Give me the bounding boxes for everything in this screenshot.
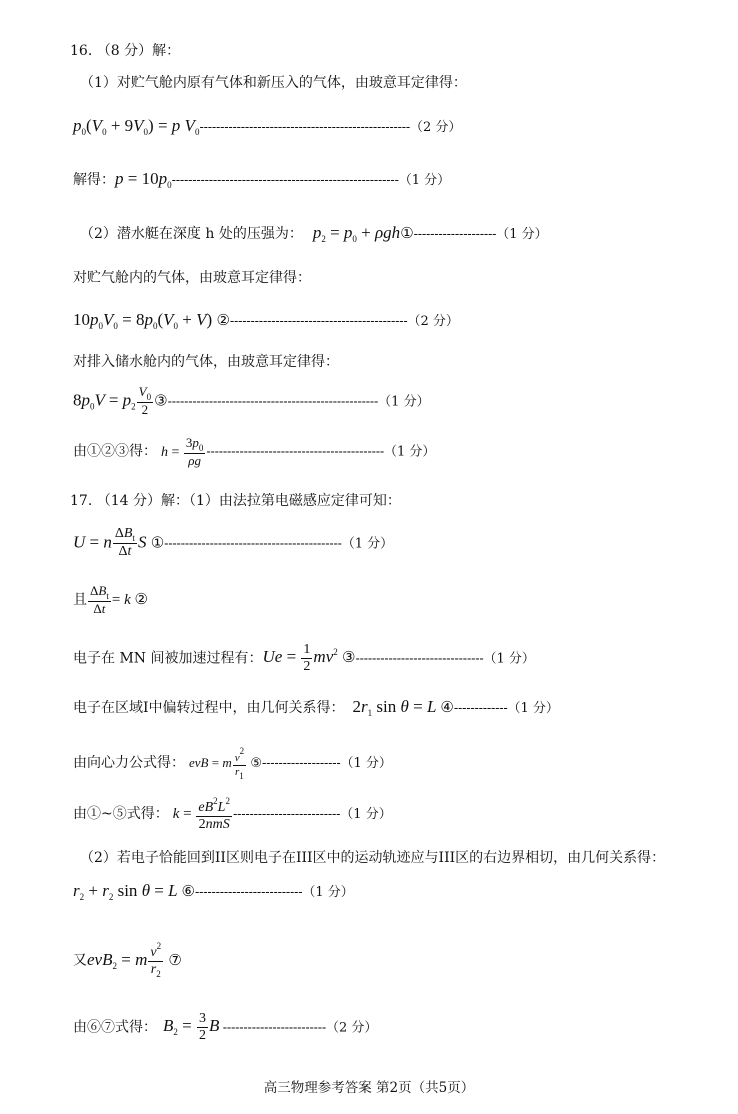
accel-label: 电子在 MN 间被加速过程有： (73, 650, 263, 667)
q17-b2-result-line: 由⑥⑦式得： $B_2$ = $\frac{3}{2}$ B -------------------------（2 分） (73, 1011, 378, 1043)
score: （1 分） (340, 756, 392, 772)
q17-k-line: 由①~⑤式得： k = $\frac{eB^2L^2}{\text{2nmS}}$ --------------------------（1 分） (73, 796, 392, 832)
score: （1 分） (483, 651, 535, 667)
b2-label: 由⑥⑦式得： (73, 1019, 157, 1036)
q17-part2-intro: （2）若电子恰能回到II区则电子在III区中的运动轨迹应与III区的右边界相切，由几何关系得： (80, 850, 666, 866)
q16-storage-intro: 对贮气舱内的气体，由玻意耳定律得： (73, 270, 311, 286)
page-footer: 高三物理参考答案 第2页（共5页） (263, 1080, 475, 1096)
q16-combine-line: 由①②③得： h = $\frac{3p_0}{\rho g}$ -------------------------------------------（1 分） (73, 435, 436, 469)
solve-label: 解得： (73, 172, 115, 188)
q16-equation-boyle-1: $p_0(V_0 + 9V_0) = p$ $V_0---------------------------------------------------(2$ 分） (73, 116, 462, 137)
score: （1 分） (383, 444, 436, 460)
also-label: 又 (73, 952, 87, 969)
q17-heading: 17. （14 分）解：（1）由法拉第电磁感应定律可知： (70, 493, 401, 509)
q17-centripetal-line: 由向心力公式得： evB = m $\frac{v^2}{r_1}$ ⑤-------------------（1 分） (73, 746, 392, 781)
q17-deflect-line: 电子在区域I中偏转过程中，由几何关系得： $2r_1$ sin θ = L ④-------------（1 分） (73, 697, 559, 718)
part2-intro: （2）潜水艇在深度 h 处的压强为： (80, 226, 303, 242)
q16-equation-boyle-3: $8p_0V = p_2$ $\frac{V_0}{2}$ ③---------------------------------------------------（1 分） (73, 384, 430, 418)
centripetal-label: 由向心力公式得： (73, 755, 185, 772)
score: （1 分） (378, 394, 430, 410)
deflect-label: 电子在区域I中偏转过程中，由几何关系得： (73, 700, 345, 716)
q16-heading: 16. （8 分）解： (70, 43, 181, 59)
q16-solve-line: 解得：$p = 10p_0-------------------------------------------------------(1$ 分） (73, 169, 451, 190)
k-label: 由①~⑤式得： (73, 805, 169, 822)
q17-equation-b2-force: 又evB$_2$ = m $\frac{v^2}{r_2}$ ⑦ (73, 941, 182, 979)
score: （2 分） (326, 1020, 378, 1036)
score: （1 分） (496, 227, 548, 242)
score: （1 分） (340, 806, 392, 822)
score: （1 分） (302, 885, 354, 900)
q16-part2-line: （2）潜水艇在深度 h 处的压强为： $p_2 = p_0$ + ρgh①--------------------（1 分） (80, 223, 548, 244)
q17-equation-faraday: U = n $\frac{\Delta B_t}{\Delta t}$ S ①-------------------------------------------（1 分） (73, 526, 394, 560)
score: （1 分） (507, 701, 559, 716)
q16-equation-boyle-2: $10p_0V_0 = 8p_0(V_0 + V)$ ②-------------------------------------------（2 分） (73, 310, 459, 331)
q16-drain-intro: 对排入储水舱内的气体，由玻意耳定律得： (73, 354, 339, 370)
q17-equation-r2: $r_2 + r_2$ sin θ = L ⑥--------------------------（1 分） (73, 881, 354, 902)
q17-equation-rate: 且 $\frac{\Delta B_t}{\Delta t}$ = k ② (73, 583, 148, 617)
q17-accel-line: 电子在 MN 间被加速过程有：Ue = $\frac{1}{2}$ $mv^2$ ③-------------------------------（1 分） (73, 642, 535, 674)
q16-part1-intro: （1）对贮气舱内原有气体和新压入的气体，由玻意耳定律得： (80, 75, 467, 91)
and-label: 且 (73, 591, 87, 608)
combine-label: 由①②③得： (73, 443, 157, 460)
score: （1 分） (341, 536, 394, 552)
score: （2 分） (407, 314, 459, 329)
score: （2 分） (410, 120, 462, 135)
score: （1 分） (398, 173, 451, 188)
